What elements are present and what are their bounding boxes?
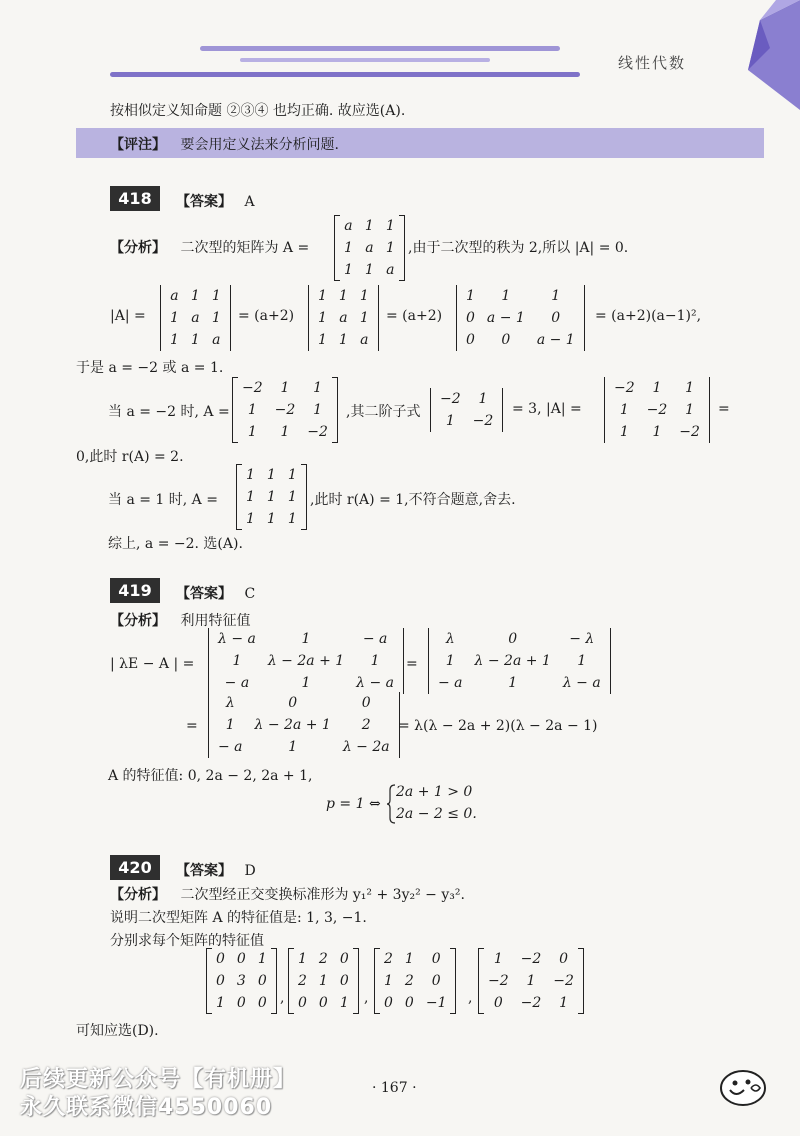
text: 可知应选(D). [76, 1023, 159, 1039]
text: 当 a = −2 时, A = [108, 404, 230, 420]
matrix-cell: a [344, 218, 353, 234]
matrix-cell: 1 [280, 380, 290, 396]
matrix-cell: 1 [384, 973, 393, 989]
matrix-cell: a − 1 [536, 332, 575, 348]
matrix-cell: 0 [559, 951, 569, 967]
matrix-cell: 1 [619, 424, 629, 440]
answer-label: 【答案】 [176, 586, 232, 602]
matrix-cell: 1 [211, 310, 221, 326]
matrix-cell: 0 [466, 332, 475, 348]
matrix-cell: −2 [679, 424, 700, 440]
matrix-cell: 0 [236, 995, 246, 1011]
determinant [428, 628, 611, 694]
matrix-cell: − a [362, 631, 388, 647]
text: ,由于二次型的秩为 2,所以 |A| = 0. [408, 240, 629, 256]
matrix-cell: a [365, 240, 374, 256]
determinant [430, 388, 503, 432]
answer-value: D [244, 863, 256, 879]
matrix-cell: 1 [298, 951, 307, 967]
matrix-cell: 0 [288, 695, 298, 711]
text: = λ(λ − 2a + 2)(λ − 2a − 1) [398, 718, 598, 734]
matrix-cell: −2 [274, 402, 296, 418]
matrix-cell: 1 [364, 218, 374, 234]
matrix-cell: 1 [190, 332, 200, 348]
matrix-cell: 1 [652, 424, 662, 440]
text: 0,此时 r(A) = 2. [76, 449, 184, 465]
matrix-cell: − λ [569, 631, 595, 647]
matrix-cell: 1 [301, 675, 311, 691]
text: = [406, 656, 418, 672]
matrix-cell: a [212, 332, 221, 348]
matrix-cell: 1 [225, 717, 235, 733]
matrix-cell: −2 [242, 380, 263, 396]
matrix-cell: 1 [287, 511, 297, 527]
question-number: 419 [110, 578, 160, 603]
matrix-cell: a [360, 332, 369, 348]
text: 利用特征值 [180, 613, 251, 629]
matrix-cell: 1 [216, 995, 225, 1011]
matrix-cell: 1 [318, 973, 328, 989]
answer-label: 【答案】 [176, 194, 232, 210]
text: , [280, 990, 285, 1006]
matrix-row [378, 970, 452, 992]
matrix-row [236, 421, 334, 443]
mascot-logo-icon [718, 1068, 768, 1108]
matrix-cell: λ − a [562, 675, 601, 691]
matrix-row [378, 992, 452, 1014]
matrix-cell: 1 [313, 380, 323, 396]
matrix [288, 948, 359, 1014]
text: 于是 a = −2 或 a = 1. [76, 360, 224, 376]
matrix-row [312, 285, 375, 307]
answer-line [176, 191, 255, 211]
matrix-cell: 1 [364, 262, 374, 278]
matrix-cell: 1 [266, 511, 276, 527]
matrix-cell: 3 [236, 973, 246, 989]
matrix-row [312, 307, 375, 329]
matrix-cell: 1 [170, 310, 179, 326]
page-number: · 167 · [372, 1080, 417, 1096]
matrix-cell: − a [438, 675, 463, 691]
matrix-cell: 1 [246, 511, 255, 527]
text: p = 1 ⇔ [326, 796, 381, 812]
header-stripe [200, 46, 560, 51]
matrix [206, 948, 277, 1014]
matrix-row [164, 307, 227, 329]
matrix-row [164, 329, 227, 351]
matrix-cell: 0 [216, 973, 225, 989]
question-number: 420 [110, 855, 160, 880]
watermark-line: 永久联系微信4550060 [20, 1095, 273, 1120]
matrix-cell: 1 [170, 332, 179, 348]
matrix-cell: a [339, 310, 348, 326]
matrix-row [460, 329, 581, 351]
matrix-cell: −2 [488, 973, 509, 989]
brace-icon [386, 784, 396, 824]
note-text: 要会用定义法来分析问题. [180, 137, 339, 153]
matrix-row [236, 377, 334, 399]
text: 当 a = 1 时, A = [108, 492, 218, 508]
matrix-cell: 2 [404, 973, 414, 989]
matrix-row [292, 948, 355, 970]
header-stripe [110, 72, 580, 77]
matrix-cell: −2 [472, 413, 494, 429]
matrix-row [210, 992, 273, 1014]
analysis-label: 【分析】 [110, 887, 166, 903]
matrix-cell: λ − 2a [342, 739, 390, 755]
analysis-line [110, 610, 250, 630]
text: = 3, |A| = [512, 401, 582, 417]
question-number: 418 [110, 186, 160, 211]
matrix-cell: 0 [216, 951, 225, 967]
matrix-row [212, 692, 396, 714]
matrix-cell: λ − a [218, 631, 256, 647]
determinant [208, 692, 400, 758]
matrix-cell: −1 [425, 995, 447, 1011]
matrix-cell: 1 [344, 262, 353, 278]
matrix-row [608, 377, 706, 399]
corner-decoration-icon [730, 0, 800, 110]
matrix [232, 377, 338, 443]
answer-value: C [244, 586, 256, 602]
watermark-line: 后续更新公众号【有机册】 [20, 1067, 297, 1092]
matrix-cell: 1 [619, 402, 629, 418]
matrix-cell: −2 [614, 380, 635, 396]
header-title: 线性代数 [618, 54, 687, 72]
text: = [718, 401, 730, 417]
note-label: 【评注】 [110, 137, 166, 153]
matrix-cell: 0 [431, 951, 441, 967]
text: , [468, 990, 473, 1006]
matrix-cell: a [170, 288, 179, 304]
matrix-cell: 1 [404, 951, 414, 967]
matrix [236, 464, 307, 530]
matrix-cell: 1 [301, 631, 311, 647]
condition: 2a + 1 > 0 [396, 784, 473, 800]
text: = (a+2) [238, 308, 295, 324]
text: |A| = [110, 308, 146, 324]
matrix-cell: a − 1 [486, 310, 525, 326]
matrix-cell: 2 [361, 717, 371, 733]
matrix-cell: 1 [246, 467, 255, 483]
answer-line [176, 860, 256, 880]
matrix-cell: λ − a [356, 675, 395, 691]
matrix-cell: 0 [361, 695, 371, 711]
matrix-cell: −2 [440, 391, 461, 407]
matrix-row [338, 259, 401, 281]
matrix-cell: λ − 2a + 1 [267, 653, 345, 669]
determinant [456, 285, 585, 351]
matrix-cell: 1 [338, 288, 348, 304]
text: = [186, 718, 198, 734]
text: , [364, 990, 369, 1006]
matrix-row [482, 992, 580, 1014]
text: 说明二次型矩阵 A 的特征值是: 1, 3, −1. [110, 910, 367, 926]
matrix-cell: 1 [577, 653, 587, 669]
matrix-row [460, 285, 581, 307]
matrix-row [292, 970, 355, 992]
matrix-cell: 0 [404, 995, 414, 1011]
matrix-cell: 1 [359, 288, 369, 304]
matrix-cell: 1 [247, 402, 257, 418]
matrix-cell: 1 [652, 380, 662, 396]
top-line: 按相似定义知命题 ②③④ 也均正确. 故应选(A). [110, 103, 406, 119]
matrix-row [240, 508, 303, 530]
matrix-cell: 1 [508, 675, 518, 691]
matrix-row [236, 399, 334, 421]
matrix-cell: λ [225, 695, 235, 711]
condition: 2a − 2 ≤ 0. [396, 806, 477, 822]
text: 分别求每个矩阵的特征值 [110, 933, 264, 949]
matrix-cell: 2 [384, 951, 393, 967]
matrix-row [460, 307, 581, 329]
matrix-row [210, 970, 273, 992]
answer-label: 【答案】 [176, 863, 232, 879]
matrix-cell: 1 [685, 402, 695, 418]
matrix-row [292, 992, 355, 1014]
matrix-cell: 0 [508, 631, 518, 647]
matrix-row [164, 285, 227, 307]
matrix-cell: a [386, 262, 395, 278]
matrix-cell: 1 [338, 332, 348, 348]
matrix-row [212, 714, 396, 736]
matrix-cell: 1 [344, 240, 353, 256]
determinant [208, 628, 404, 694]
matrix-cell: 1 [190, 288, 200, 304]
matrix-row [212, 628, 400, 650]
analysis-label: 【分析】 [110, 240, 166, 256]
determinant [604, 377, 710, 443]
matrix-cell: 1 [445, 413, 455, 429]
matrix-cell: 1 [257, 951, 267, 967]
matrix-cell: 1 [288, 739, 298, 755]
matrix-cell: 1 [318, 310, 327, 326]
matrix-cell: 0 [236, 951, 246, 967]
header-stripe [240, 58, 490, 62]
text: ,其二阶子式 [346, 404, 421, 420]
matrix-cell: 1 [559, 995, 569, 1011]
matrix-cell: 0 [257, 995, 267, 1011]
text: = (a+2)(a−1)², [595, 308, 702, 324]
text: | λE − A | = [110, 656, 195, 672]
matrix-cell: 1 [339, 995, 349, 1011]
matrix-cell: 0 [466, 310, 475, 326]
text: A 的特征值: 0, 2a − 2, 2a + 1, [108, 768, 313, 784]
matrix-cell: 1 [318, 332, 327, 348]
matrix-cell: − a [218, 739, 243, 755]
matrix-cell: −2 [307, 424, 328, 440]
matrix-cell: 0 [257, 973, 267, 989]
matrix-cell: 1 [551, 288, 561, 304]
matrix-cell: 0 [551, 310, 561, 326]
matrix-row [240, 464, 303, 486]
matrix-row [432, 672, 607, 694]
answer-value: A [244, 194, 255, 210]
matrix-row [608, 399, 706, 421]
text: 二次型的矩阵为 A = [180, 240, 310, 256]
matrix-row [212, 650, 400, 672]
matrix-cell: 1 [370, 653, 380, 669]
matrix-cell: −2 [553, 973, 574, 989]
matrix-cell: 1 [266, 467, 276, 483]
matrix-cell: 0 [431, 973, 441, 989]
matrix-cell: 0 [501, 332, 511, 348]
matrix-cell: 1 [211, 288, 221, 304]
matrix [478, 948, 584, 1014]
matrix-cell: 2 [318, 951, 328, 967]
matrix-row [240, 486, 303, 508]
text: 综上, a = −2. 选(A). [108, 536, 243, 552]
matrix-cell: 1 [526, 973, 536, 989]
matrix-cell: 1 [247, 424, 257, 440]
matrix-cell: 0 [298, 995, 307, 1011]
analysis-line [110, 884, 465, 904]
matrix-row [432, 628, 607, 650]
matrix-cell: 1 [501, 288, 511, 304]
matrix-row [482, 970, 580, 992]
analysis-label: 【分析】 [110, 613, 166, 629]
matrix-cell: −2 [646, 402, 668, 418]
analysis-line [110, 237, 309, 257]
matrix-cell: 1 [466, 288, 475, 304]
text: = (a+2) [386, 308, 443, 324]
matrix-row [312, 329, 375, 351]
matrix-cell: 1 [313, 402, 323, 418]
matrix-row [210, 948, 273, 970]
matrix-cell: 1 [280, 424, 290, 440]
matrix-cell: λ [445, 631, 455, 647]
matrix-cell: 1 [266, 489, 276, 505]
matrix-cell: 1 [478, 391, 488, 407]
matrix-row [212, 672, 400, 694]
matrix-cell: 1 [287, 467, 297, 483]
matrix-cell: 1 [232, 653, 242, 669]
matrix-cell: 0 [318, 995, 328, 1011]
matrix-cell: 1 [493, 951, 503, 967]
matrix-cell: 1 [318, 288, 327, 304]
matrix-cell: a [191, 310, 200, 326]
matrix-row [482, 948, 580, 970]
matrix-row [434, 410, 499, 432]
matrix-row [338, 237, 401, 259]
text: ,此时 r(A) = 1,不符合题意,舍去. [310, 492, 516, 508]
matrix-row [212, 736, 396, 758]
matrix-row [338, 215, 401, 237]
matrix-row [608, 421, 706, 443]
determinant [160, 285, 231, 351]
matrix-cell: 1 [445, 653, 455, 669]
matrix-cell: 0 [384, 995, 393, 1011]
matrix-cell: − a [224, 675, 250, 691]
matrix-cell: 1 [359, 310, 369, 326]
matrix [374, 948, 456, 1014]
answer-line [176, 583, 255, 603]
note [110, 134, 339, 154]
matrix-cell: 1 [287, 489, 297, 505]
matrix-row [378, 948, 452, 970]
matrix-row [434, 388, 499, 410]
matrix-cell: −2 [520, 951, 542, 967]
determinant [308, 285, 379, 351]
matrix-cell: 1 [685, 380, 695, 396]
matrix-cell: λ − 2a + 1 [254, 717, 331, 733]
matrix-cell: 1 [246, 489, 255, 505]
matrix-cell: 1 [385, 240, 395, 256]
matrix-cell: λ − 2a + 1 [474, 653, 551, 669]
matrix-cell: 1 [385, 218, 395, 234]
matrix-cell: 0 [339, 951, 349, 967]
matrix-cell: 0 [339, 973, 349, 989]
matrix-row [432, 650, 607, 672]
matrix-cell: −2 [520, 995, 542, 1011]
matrix [334, 215, 405, 281]
text: 二次型经正交变换标准形为 y₁² + 3y₂² − y₃². [180, 887, 465, 903]
matrix-cell: 0 [493, 995, 503, 1011]
matrix-cell: 2 [298, 973, 307, 989]
